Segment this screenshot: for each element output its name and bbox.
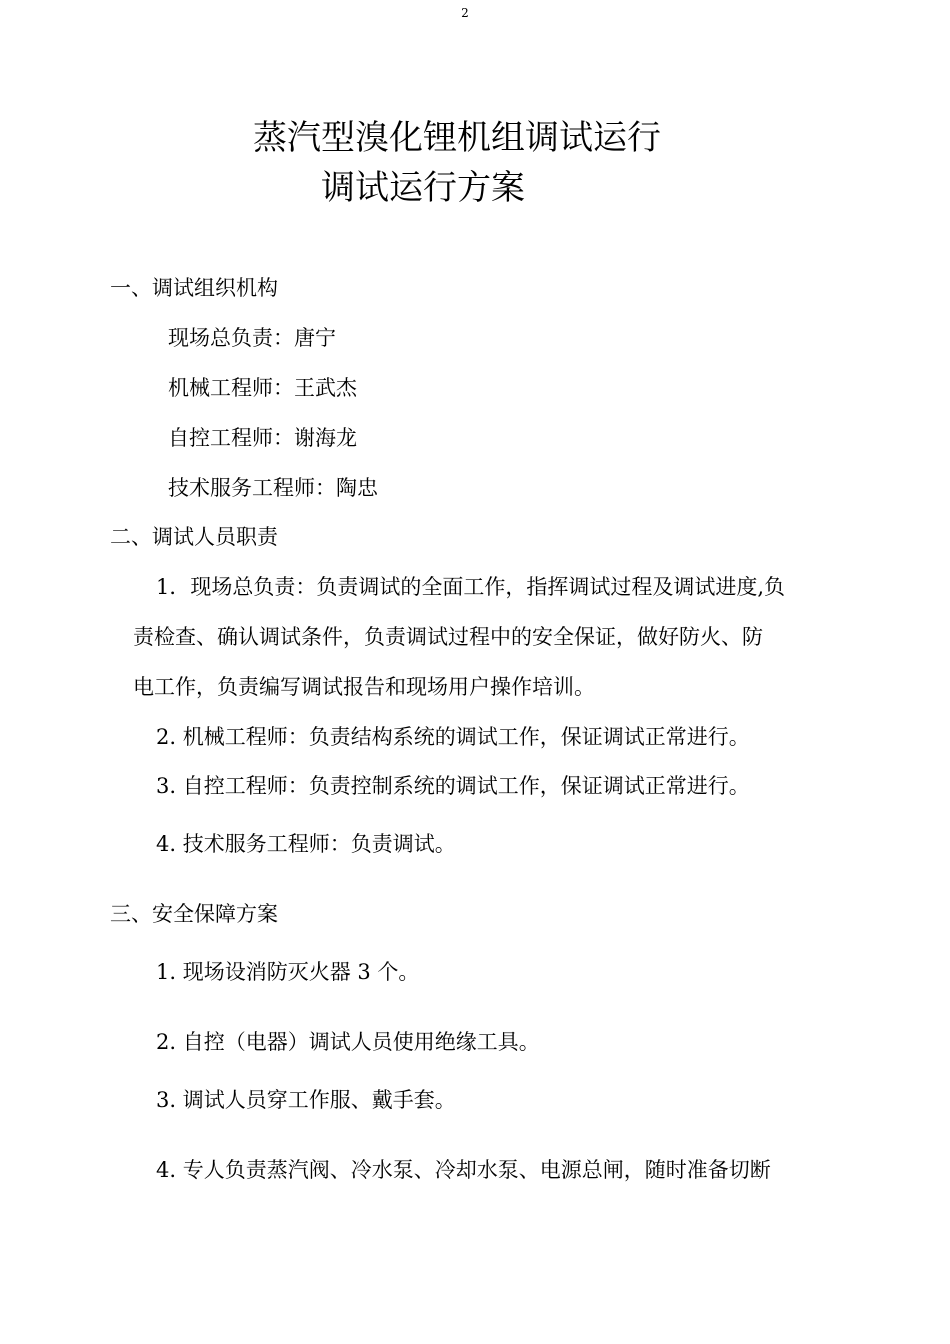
org-item-control-engineer: 自控工程师：谢海龙 <box>168 426 357 450</box>
responsibility-item-1-line1: 1．现场总负责：负责调试的全面工作，指挥调试过程及调试进度,负 <box>156 575 786 599</box>
org-item-site-lead: 现场总负责：唐宁 <box>168 326 336 350</box>
section-heading-organization: 一、调试组织机构 <box>110 276 278 300</box>
responsibility-item-1-line2: 责检查、确认调试条件，负责调试过程中的安全保证，做好防火、防 <box>133 625 763 649</box>
document-title-line2: 调试运行方案 <box>321 168 525 208</box>
org-item-mechanical-engineer: 机械工程师：王武杰 <box>168 376 357 400</box>
document-title-line1: 蒸汽型溴化锂机组调试运行 <box>253 118 661 158</box>
safety-item-4: 4. 专人负责蒸汽阀、冷水泵、冷却水泵、电源总闸，随时准备切断 <box>156 1158 771 1182</box>
responsibility-item-2: 2. 机械工程师：负责结构系统的调试工作，保证调试正常进行。 <box>156 725 750 749</box>
safety-item-1: 1. 现场设消防灭火器 3 个。 <box>156 960 420 984</box>
org-item-service-engineer: 技术服务工程师：陶忠 <box>168 476 378 500</box>
page-number: 2 <box>461 6 469 20</box>
responsibility-item-4: 4. 技术服务工程师：负责调试。 <box>156 832 456 856</box>
safety-item-3: 3. 调试人员穿工作服、戴手套。 <box>156 1088 456 1112</box>
safety-item-2: 2. 自控（电器）调试人员使用绝缘工具。 <box>156 1030 540 1054</box>
section-heading-safety: 三、安全保障方案 <box>110 902 278 926</box>
section-heading-responsibilities: 二、调试人员职责 <box>110 525 278 549</box>
responsibility-item-1-line3: 电工作，负责编写调试报告和现场用户操作培训。 <box>133 675 595 699</box>
responsibility-item-3: 3. 自控工程师：负责控制系统的调试工作，保证调试正常进行。 <box>156 774 750 798</box>
